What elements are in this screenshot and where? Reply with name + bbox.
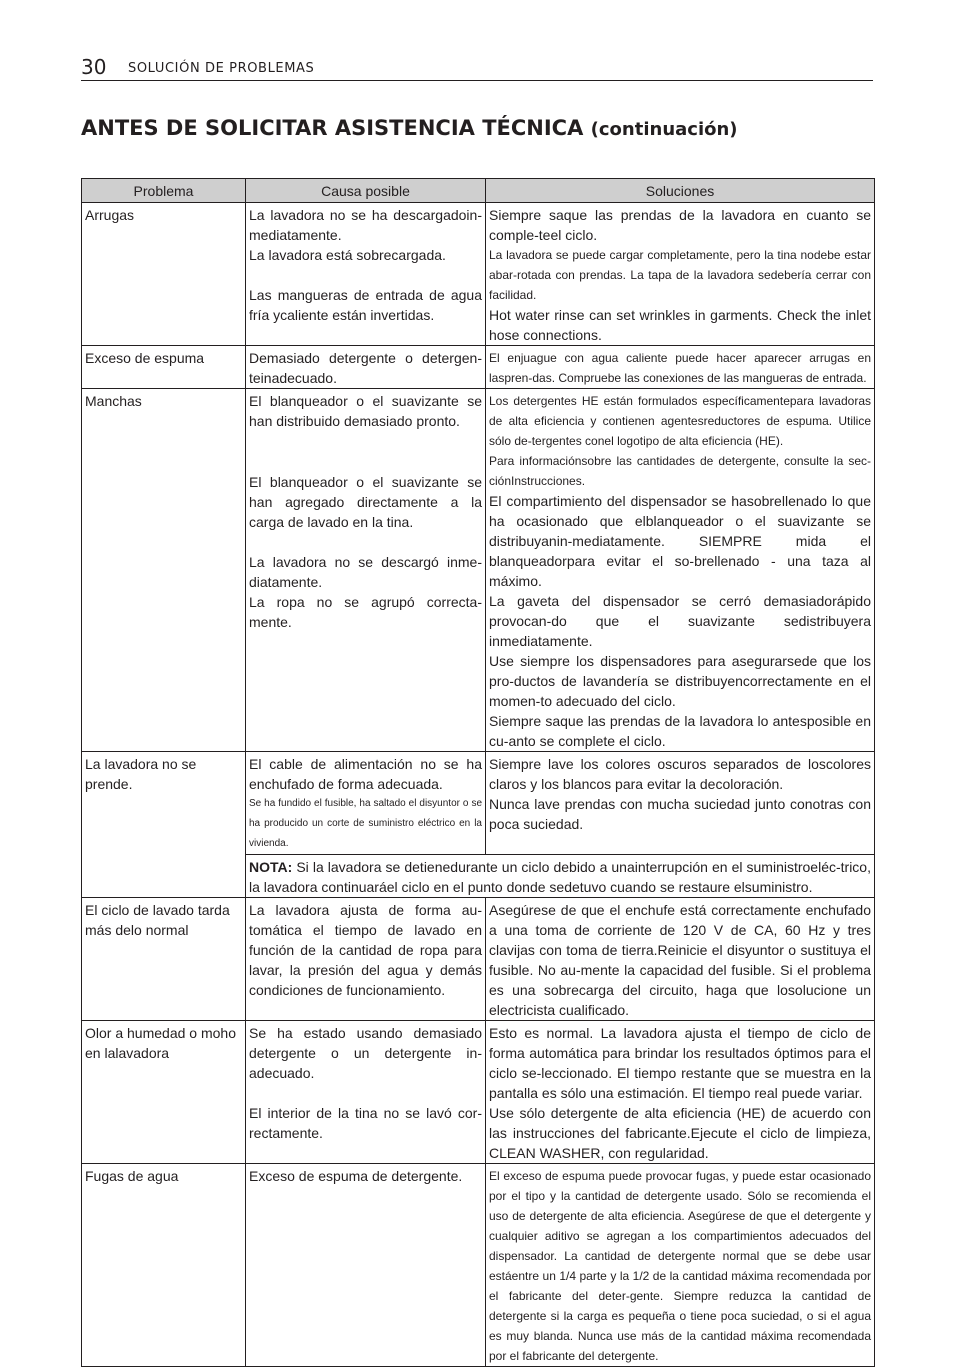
solution-text: El compartimiento del dispensador se hasobrellenado lo que ha ocasionado que elblanqueador o el suavizante se distribuyanin-mediatamente. SIEMPRE mida el blanqueadorpara evitar el so-brellenado - una taza al máximo. (489, 493, 871, 589)
note-label: NOTA: (249, 859, 293, 875)
cause-text: La lavadora ajusta de forma au-tomática el tiempo de lavado en función de la cantidad de ropa para lavar, la presión del agua y demás condiciones de funcionamiento. (249, 902, 482, 998)
cause-text: El blanqueador o el suavizante se han distribuido demasiado pronto. (249, 393, 482, 429)
table-row (82, 1164, 875, 1367)
solution-text: Nunca lave prendas con mucha suciedad junto conotras con poca suciedad. (489, 796, 871, 832)
solution-text: Siempre saque las prendas de la lavadora en cuanto se comple-teel ciclo. (489, 207, 871, 243)
cause-cell (246, 389, 486, 752)
cause-cell (246, 1164, 486, 1367)
solution-text: Asegúrese de que el enchufe está correctamente enchufado a una toma de corriente de 120 V de CA, 60 Hz y tres clavijas con toma de tierra.Reinicie el disyuntor o sustituya el fusible. No au-mente la capacidad del fusible. Si el problema es una sobrecarga del circuito, haga que losolucione un electricista cualificado. (489, 902, 871, 1018)
cause-cell (246, 898, 486, 1021)
cause-cell (246, 1021, 486, 1164)
table-row (82, 346, 875, 389)
solution-text: Hot water rinse can set wrinkles in garments. Check the inlet hose connections. (489, 307, 871, 343)
table-row (82, 1021, 875, 1164)
solution-cell (486, 389, 875, 752)
solution-text: Siempre lave los colores oscuros separados de loscolores claros y los blancos para evitar la decoloración. (489, 756, 871, 792)
note-text: Si la lavadora se detienedurante un ciclo debido a unainterrupción en el suministroeléc-trico, la lavadora continuaráel ciclo en el punto donde sedetuvo cuando se restaure elsuministro. (249, 859, 871, 895)
cause-text: El cable de alimentación no se ha enchufado de forma adecuada. (249, 756, 482, 792)
problem-cell: Manchas (82, 389, 246, 752)
table-row (82, 389, 875, 752)
table-row (82, 752, 875, 855)
table-header-row (82, 179, 875, 203)
problem-cell: Fugas de agua (82, 1164, 246, 1367)
problem-cell: Olor a humedad o moho en lalavadora (82, 1021, 246, 1164)
header-problem: Problema (82, 179, 246, 203)
cause-text: Las mangueras de entrada de agua fría ycaliente están invertidas. (249, 287, 482, 323)
solution-cell (486, 346, 875, 389)
solution-cell (486, 752, 875, 855)
title-main: ANTES DE SOLICITAR ASISTENCIA TÉCNICA (81, 116, 584, 140)
problem-cell: El ciclo de lavado tarda más delo normal (82, 898, 246, 1021)
cause-text: El interior de la tina no se lavó cor-rectamente. (249, 1105, 482, 1141)
problem-cell: Arrugas (82, 203, 246, 346)
cause-text: Demasiado detergente o detergen-teinadecuado. (249, 350, 482, 386)
header-cause: Causa posible (246, 179, 486, 203)
troubleshooting-table (81, 178, 875, 1367)
page-title (81, 116, 738, 140)
cause-text: La lavadora está sobrecargada. (249, 247, 446, 263)
header-solutions: Soluciones (486, 179, 875, 203)
title-continuation: (continuación) (590, 119, 738, 140)
solution-text: Esto es normal. La lavadora ajusta el tiempo de ciclo de forma automática para brindar los resultados óptimos para el ciclo se-leccionado. El tiempo restante que se muestra en la pantalla es sólo una estimación. El tiempo real puede variar. (489, 1025, 871, 1101)
solution-text: Siempre saque las prendas de la lavadora lo antesposible en cu-anto se complete el ciclo. (489, 713, 871, 749)
cause-text: Se ha fundido el fusible, ha saltado el disyuntor o se ha producido un corte de suministro eléctrico en la vivienda. (249, 798, 482, 849)
cause-cell (246, 346, 486, 389)
solution-text: Los detergentes HE están formulados específicamentepara lavadoras de alta eficiencia y contienen agentesreductores de espuma. Utilice sólo de-tergentes conel logotipo de alta eficiencia (HE). (489, 394, 871, 448)
solution-cell (486, 1021, 875, 1164)
cause-text: La ropa no se agrupó correcta-mente. (249, 594, 482, 630)
cause-cell (246, 752, 486, 855)
page-number: 30 (81, 55, 107, 79)
solution-text: Use sólo detergente de alta eficiencia (HE) de acuerdo con las instrucciones del fabricante.Ejecute el ciclo de limpieza, CLEAN WASHER, con regularidad. (489, 1105, 871, 1161)
page-header (81, 56, 873, 81)
note-cell (246, 855, 875, 898)
section-name: SOLUCIÓN DE PROBLEMAS (128, 61, 315, 76)
solution-cell (486, 898, 875, 1021)
solution-text: La lavadora se puede cargar completamente, pero la tina nodebe estar abar-rotada con prendas. La tapa de la lavadora sedebería cerrar con facilidad. (489, 248, 871, 302)
solution-cell (486, 1164, 875, 1367)
solution-text: Use siempre los dispensadores para asegurarsede que los pro-ductos de lavandería se distribuyencorrectamente en el momen-to adecuado del ciclo. (489, 653, 871, 709)
solution-text: La gaveta del dispensador se cerró demasiadorápido provocan-do que el suavizante sedistribuyera inmediatamente. (489, 593, 871, 649)
solution-cell (486, 203, 875, 346)
cause-text: Exceso de espuma de detergente. (249, 1168, 463, 1184)
cause-text: Se ha estado usando demasiado detergente o un detergente in-adecuado. (249, 1025, 482, 1081)
cause-text: La lavadora no se ha descargadoin-mediatamente. (249, 207, 482, 243)
solution-text: El enjuague con agua caliente puede hacer aparecer arrugas en laspren-das. Compruebe las conexiones de las mangueras de entrada. (489, 351, 871, 385)
cause-text: La lavadora no se descargó inme-diatamente. (249, 554, 482, 590)
problem-cell: La lavadora no se prende. (82, 752, 246, 898)
solution-text: El exceso de espuma puede provocar fugas, y puede estar ocasionado por el tipo y la cantidad de detergente usado. Sólo se recomienda el uso de detergente de alta eficiencia. Asegúrese de que el detergente y cualquier aditivo se agregan a los compartimientos adecuados del dispensador. La cantidad de detergente normal que se debe usar estáentre un 1/4 parte y la 1/2 de la cantidad máxima recomendada por el fabricante del deter-gente. Siempre reduzca la cantidad de detergente si la carga es pequeña o tiene poca suciedad, o si el agua es muy blanda. Nunca use más de la cantidad máxima recomendada por el fabricante del detergente. (489, 1169, 871, 1363)
solution-text: Para informaciónsobre las cantidades de detergente, consulte la sec-ciónInstrucciones. (489, 454, 871, 488)
cause-text: El blanqueador o el suavizante se han agregado directamente a la carga de lavado en la tina. (249, 474, 482, 530)
table-row (82, 898, 875, 1021)
table-row (82, 203, 875, 346)
problem-cell: Exceso de espuma (82, 346, 246, 389)
cause-cell (246, 203, 486, 346)
